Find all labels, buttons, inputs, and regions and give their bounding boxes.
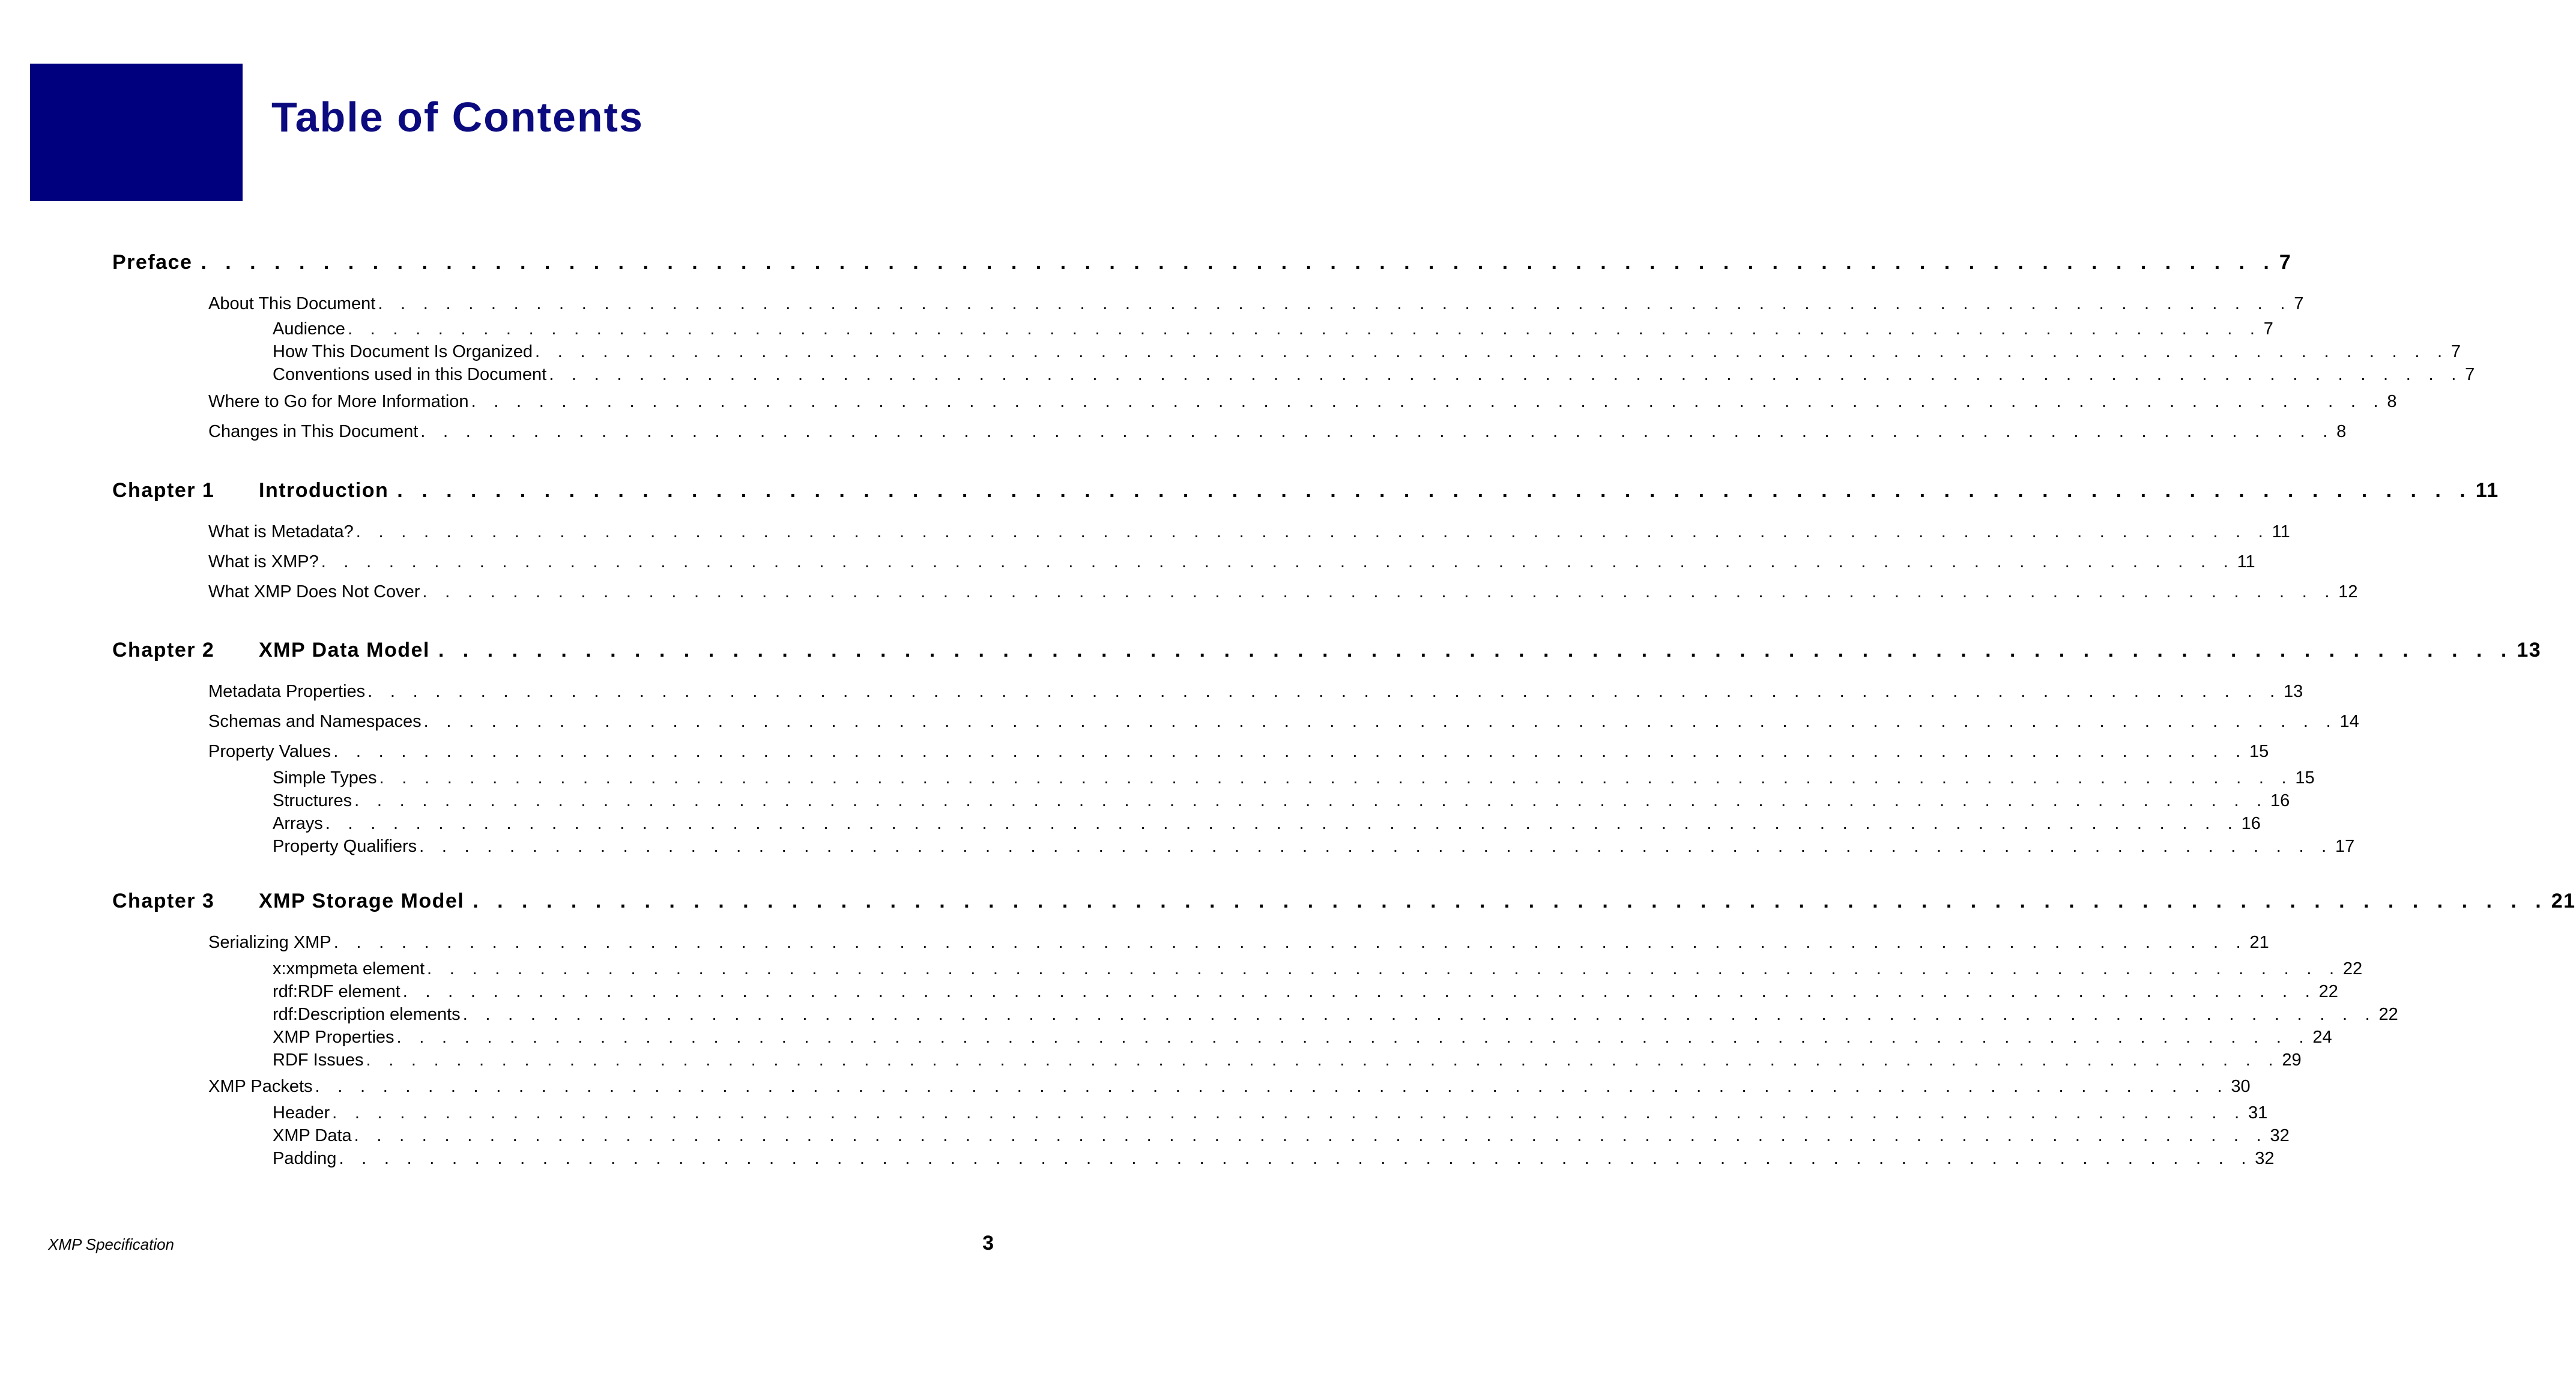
toc-page-number: 8 xyxy=(2336,422,2347,441)
toc-page-number: 7 xyxy=(2451,342,2461,361)
toc-page-number: 30 xyxy=(2231,1077,2251,1096)
header-color-block xyxy=(30,64,243,201)
toc-entry-subsection[interactable] xyxy=(273,814,2261,834)
toc-dot-leader: . . . . . . . . . . . . . . . . . . . . . . . . . . . . . . . . . . . . . . . . . . . . . . . . . . . . . . . . . . . . . . . . . . . . . . . . . . . . . . . . . . . . . xyxy=(321,552,2235,571)
toc-dot-leader: . . . . . . . . . . . . . . . . . . . . . . . . . . . . . . . . . . . . . . . . . . . . . . . . . . . . . . . . . . . . . . . . . . . . . . . . . . . . . . . . . . . . . xyxy=(339,1149,2253,1168)
toc-entry-subsection[interactable] xyxy=(273,342,2461,362)
toc-entry-label: Metadata Properties xyxy=(208,682,366,701)
toc-entry-chapter[interactable] xyxy=(112,479,2499,502)
toc-page-number: 13 xyxy=(2284,682,2303,701)
toc-page-number: 32 xyxy=(2270,1126,2290,1145)
toc-dot-leader: . . . . . . . . . . . . . . . . . . . . . . . . . . . . . . . . . . . . . . . . . . . . . . . . . . . . . . . . . . . . . . . . . . . . . . . . . . . . . . . . . . . . . xyxy=(471,392,2385,411)
toc-dot-leader: . . . . . . . . . . . . . . . . . . . . . . . . . . . . . . . . . . . . . . . . . . . . . . . . . . . . . . . . . . . . . . . . . . . . . . . . . . . . . . . . . . . . . xyxy=(333,742,2248,761)
toc-entry-section[interactable] xyxy=(208,392,2397,412)
toc-entry-label: What XMP Does Not Cover xyxy=(208,582,420,601)
toc-entry-subsection[interactable] xyxy=(273,1126,2290,1146)
toc-entry-label: Changes in This Document xyxy=(208,422,419,441)
toc-page-number: 16 xyxy=(2241,814,2261,833)
toc-dot-leader: . . . . . . . . . . . . . . . . . . . . . . . . . . . . . . . . . . . . . . . . . . . . . . . . . . . . . . . . . . . . . . . . . . . . . . . . . . . . . . . . . . . . . xyxy=(333,933,2248,952)
toc-page-number: 32 xyxy=(2255,1149,2275,1168)
toc-dot-leader: . . . . . . . . . . . . . . . . . . . . . . . . . . . . . . . . . . . . . . . . . . . . . . . . . . . . . . . . . . . . . . . . . . . . . . . . . . . . . . . . . . . . . xyxy=(473,890,2548,912)
toc-entry-label: Where to Go for More Information xyxy=(208,392,469,411)
toc-dot-leader: . . . . . . . . . . . . . . . . . . . . . . . . . . . . . . . . . . . . . . . . . . . . . . . . . . . . . . . . . . . . . . . . . . . . . . . . . . . . . . . . . . . . . xyxy=(462,1005,2377,1024)
toc-entry-subsection[interactable] xyxy=(273,982,2338,1002)
toc-page-number: 22 xyxy=(2342,959,2363,978)
toc-dot-leader: . . . . . . . . . . . . . . . . . . . . . . . . . . . . . . . . . . . . . . . . . . . . . . . . . . . . . . . . . . . . . . . . . . . . . . . . . . . . . . . . . . . . . xyxy=(423,712,2338,731)
toc-chapter-number: Chapter 3 xyxy=(112,890,215,912)
toc-entry-subsection[interactable] xyxy=(273,837,2355,857)
toc-dot-leader: . . . . . . . . . . . . . . . . . . . . . . . . . . . . . . . . . . . . . . . . . . . . . . . . . . . . . . . . . . . . . . . . . . . . . . . . . . . . . . . . . . . . . xyxy=(325,814,2239,833)
toc-dot-leader: . . . . . . . . . . . . . . . . . . . . . . . . . . . . . . . . . . . . . . . . . . . . . . . . . . . . . . . . . . . . . . . . . . . . . . . . . . . . . . . . . . . . . xyxy=(366,1050,2280,1070)
toc-entry-subsection[interactable] xyxy=(273,1005,2398,1025)
toc-entry-label: x:xmpmeta element xyxy=(273,959,425,978)
toc-page-number: 21 xyxy=(2249,933,2269,952)
toc-page-number: 21 xyxy=(2551,890,2576,912)
toc-entry-label: Audience xyxy=(273,319,345,339)
toc-page-number: 22 xyxy=(2378,1005,2398,1024)
toc-entry-section[interactable] xyxy=(208,712,2359,732)
toc-entry-label: Schemas and Namespaces xyxy=(208,712,422,731)
toc-page-number: 13 xyxy=(2517,639,2542,661)
footer-page-number: 3 xyxy=(982,1232,994,1255)
toc-entry-subsection[interactable] xyxy=(273,1103,2268,1123)
toc-dot-leader: . . . . . . . . . . . . . . . . . . . . . . . . . . . . . . . . . . . . . . . . . . . . . . . . . . . . . . . . . . . . . . . . . . . . . . . . . . . . . . . . . . . . . xyxy=(549,365,2463,384)
toc-dot-leader: . . . . . . . . . . . . . . . . . . . . . . . . . . . . . . . . . . . . . . . . . . . . . . . . . . . . . . . . . . . . . . . . . . . . . . . . . . . . . . . . . . . . . xyxy=(535,342,2449,361)
toc-entry-label: rdf:RDF element xyxy=(273,982,401,1001)
toc-page-number: 14 xyxy=(2339,712,2359,731)
toc-page-number: 11 xyxy=(2272,522,2290,541)
toc-entry-subsection[interactable] xyxy=(273,768,2315,788)
toc-dot-leader: . . . . . . . . . . . . . . . . . . . . . . . . . . . . . . . . . . . . . . . . . . . . . . . . . . . . . . . . . . . . . . . . . . . . . . . . . . . . . . . . . . . . . xyxy=(315,1077,2229,1096)
toc-dot-leader: . . . . . . . . . . . . . . . . . . . . . . . . . . . . . . . . . . . . . . . . . . . . . . . . . . . . . . . . . . . . . . . . . . . . . . . . . . . . . . . . . . . . . xyxy=(378,294,2292,313)
toc-entry-label: XMP Data Model xyxy=(259,639,430,661)
toc-entry-section[interactable] xyxy=(208,522,2290,542)
toc-dot-leader: . . . . . . . . . . . . . . . . . . . . . . . . . . . . . . . . . . . . . . . . . . . . . . . . . . . . . . . . . . . . . . . . . . . . . . . . . . . . . . . . . . . . . xyxy=(427,959,2341,978)
toc-page-number: 22 xyxy=(2318,982,2338,1001)
toc-entry-subsection[interactable] xyxy=(273,791,2290,811)
toc-page-number: 7 xyxy=(2263,319,2273,339)
toc-entry-section[interactable] xyxy=(208,1077,2251,1097)
toc-dot-leader: . . . . . . . . . . . . . . . . . . . . . . . . . . . . . . . . . . . . . . . . . . . . . . . . . . . . . . . . . . . . . . . . . . . . . . . . . . . . . . . . . . . . . xyxy=(419,837,2333,856)
toc-entry-subsection[interactable] xyxy=(273,959,2363,979)
toc-dot-leader: . . . . . . . . . . . . . . . . . . . . . . . . . . . . . . . . . . . . . . . . . . . . . . . . . . . . . . . . . . . . . . . . . . . . . . . . . . . . . . . . . . . . . xyxy=(438,639,2514,661)
toc-dot-leader: . . . . . . . . . . . . . . . . . . . . . . . . . . . . . . . . . . . . . . . . . . . . . . . . . . . . . . . . . . . . . . . . . . . . . . . . . . . . . . . . . . . . . xyxy=(420,422,2335,441)
toc-entry-label: Padding xyxy=(273,1149,337,1168)
toc-entry-section[interactable] xyxy=(208,682,2303,702)
toc-dot-leader: . . . . . . . . . . . . . . . . . . . . . . . . . . . . . . . . . . . . . . . . . . . . . . . . . . . . . . . . . . . . . . . . . . . . . . . . . . . . . . . . . . . . . xyxy=(332,1103,2246,1122)
toc-entry-label: About This Document xyxy=(208,294,376,313)
toc-page-number: 15 xyxy=(2295,768,2315,788)
toc-entry-section[interactable] xyxy=(208,552,2255,572)
toc-page-number: 31 xyxy=(2248,1103,2268,1122)
toc-page-number: 29 xyxy=(2282,1050,2302,1070)
toc-page-number: 11 xyxy=(2237,552,2255,571)
toc-dot-leader: . . . . . . . . . . . . . . . . . . . . . . . . . . . . . . . . . . . . . . . . . . . . . . . . . . . . . . . . . . . . . . . . . . . . . . . . . . . . . . . . . . . . . xyxy=(201,251,2276,274)
toc-page-number: 7 xyxy=(2294,294,2304,313)
toc-entry-label: rdf:Description elements xyxy=(273,1005,461,1024)
toc-dot-leader: . . . . . . . . . . . . . . . . . . . . . . . . . . . . . . . . . . . . . . . . . . . . . . . . . . . . . . . . . . . . . . . . . . . . . . . . . . . . . . . . . . . . . xyxy=(397,479,2472,502)
toc-page-number: 12 xyxy=(2338,582,2358,601)
toc-entry-chapter[interactable] xyxy=(112,890,2576,913)
toc-entry-label: Property Values xyxy=(208,742,331,761)
toc-entry-label: XMP Packets xyxy=(208,1077,313,1096)
toc-entry-label: Header xyxy=(273,1103,330,1122)
toc-entry-subsection[interactable] xyxy=(273,1028,2332,1047)
toc-dot-leader: . . . . . . . . . . . . . . . . . . . . . . . . . . . . . . . . . . . . . . . . . . . . . . . . . . . . . . . . . . . . . . . . . . . . . . . . . . . . . . . . . . . . . xyxy=(379,768,2293,788)
toc-page-number: 11 xyxy=(2475,479,2499,502)
toc-page-number: 24 xyxy=(2312,1028,2332,1047)
toc-dot-leader: . . . . . . . . . . . . . . . . . . . . . . . . . . . . . . . . . . . . . . . . . . . . . . . . . . . . . . . . . . . . . . . . . . . . . . . . . . . . . . . . . . . . . xyxy=(422,582,2336,601)
toc-entry-subsection[interactable] xyxy=(273,1050,2302,1070)
toc-entry-label: What is Metadata? xyxy=(208,522,354,541)
toc-dot-leader: . . . . . . . . . . . . . . . . . . . . . . . . . . . . . . . . . . . . . . . . . . . . . . . . . . . . . . . . . . . . . . . . . . . . . . . . . . . . . . . . . . . . . xyxy=(396,1028,2311,1047)
toc-entry-section[interactable] xyxy=(208,742,2269,762)
page-title: Table of Contents xyxy=(271,94,644,140)
toc-entry-label: XMP Storage Model xyxy=(259,890,465,912)
toc-chapter-number: Chapter 2 xyxy=(112,639,215,661)
toc-entry-label: Preface xyxy=(112,251,193,274)
toc-entry-subsection[interactable] xyxy=(273,365,2475,385)
toc-entry-section[interactable] xyxy=(208,422,2347,442)
toc-page-number: 16 xyxy=(2270,791,2290,810)
toc-dot-leader: . . . . . . . . . . . . . . . . . . . . . . . . . . . . . . . . . . . . . . . . . . . . . . . . . . . . . . . . . . . . . . . . . . . . . . . . . . . . . . . . . . . . . xyxy=(355,522,2270,541)
toc-entry-label: Conventions used in this Document xyxy=(273,365,547,384)
toc-entry-label: How This Document Is Organized xyxy=(273,342,533,361)
toc-page-number: 15 xyxy=(2249,742,2269,761)
toc-entry-section[interactable] xyxy=(208,582,2358,602)
toc-dot-leader: . . . . . . . . . . . . . . . . . . . . . . . . . . . . . . . . . . . . . . . . . . . . . . . . . . . . . . . . . . . . . . . . . . . . . . . . . . . . . . . . . . . . . xyxy=(367,682,2282,701)
toc-entry-section[interactable] xyxy=(208,294,2304,314)
footer-document-name: XMP Specification xyxy=(48,1235,175,1253)
toc-entry-subsection[interactable] xyxy=(273,1149,2275,1169)
toc-entry-label: XMP Properties xyxy=(273,1028,395,1047)
toc-dot-leader: . . . . . . . . . . . . . . . . . . . . . . . . . . . . . . . . . . . . . . . . . . . . . . . . . . . . . . . . . . . . . . . . . . . . . . . . . . . . . . . . . . . . . xyxy=(347,319,2261,339)
toc-entry-subsection[interactable] xyxy=(273,319,2273,339)
toc-page-number: 7 xyxy=(2279,251,2292,274)
toc-entry-chapter[interactable] xyxy=(112,639,2542,662)
toc-chapter-number: Chapter 1 xyxy=(112,479,215,502)
toc-entry-label: RDF Issues xyxy=(273,1050,364,1070)
toc-entry-label: What is XMP? xyxy=(208,552,319,571)
toc-page-number: 7 xyxy=(2465,365,2475,384)
toc-entry-chapter[interactable] xyxy=(112,251,2292,274)
toc-dot-leader: . . . . . . . . . . . . . . . . . . . . . . . . . . . . . . . . . . . . . . . . . . . . . . . . . . . . . . . . . . . . . . . . . . . . . . . . . . . . . . . . . . . . . xyxy=(354,791,2269,810)
toc-entry-label: Structures xyxy=(273,791,352,810)
toc-entry-label: Serializing XMP xyxy=(208,933,331,952)
toc-entry-label: XMP Data xyxy=(273,1126,352,1145)
toc-entry-label: Property Qualifiers xyxy=(273,837,417,856)
toc-page-number: 8 xyxy=(2387,392,2397,411)
toc-entry-label: Simple Types xyxy=(273,768,377,788)
toc-entry-label: Introduction xyxy=(259,479,389,502)
toc-dot-leader: . . . . . . . . . . . . . . . . . . . . . . . . . . . . . . . . . . . . . . . . . . . . . . . . . . . . . . . . . . . . . . . . . . . . . . . . . . . . . . . . . . . . . xyxy=(354,1126,2268,1145)
toc-entry-label: Arrays xyxy=(273,814,323,833)
toc-page-number: 17 xyxy=(2335,837,2355,856)
toc-entry-section[interactable] xyxy=(208,933,2269,953)
toc-dot-leader: . . . . . . . . . . . . . . . . . . . . . . . . . . . . . . . . . . . . . . . . . . . . . . . . . . . . . . . . . . . . . . . . . . . . . . . . . . . . . . . . . . . . . xyxy=(402,982,2317,1001)
